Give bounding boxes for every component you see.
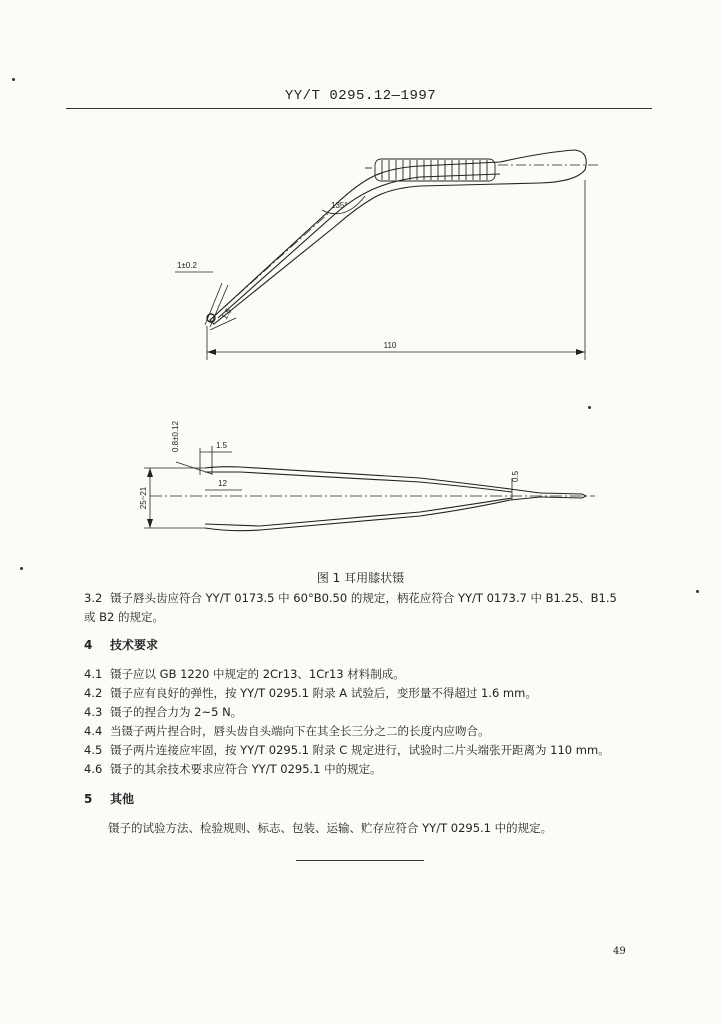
clause-number: 4.1: [84, 667, 103, 681]
clause-text: 镊子的其余技术要求应符合 YY/T 0295.1 中的规定。: [110, 762, 382, 776]
clause-number: 4.3: [84, 705, 103, 719]
clause-text: 镊子两片连接应牢固，按 YY/T 0295.1 附录 C 规定进行，试验时二片头端张开距离为 110 mm。: [110, 743, 610, 757]
grip-serration: [365, 159, 495, 181]
clause-text: 镊子的捏合力为 2~5 N。: [110, 705, 243, 719]
scan-speck: [696, 590, 699, 593]
scan-speck: [12, 78, 15, 81]
section-4-heading: [84, 636, 158, 653]
jaw-length-2-label: 12: [218, 479, 227, 488]
forceps-top-view: [139, 420, 595, 530]
clause-4-1: [84, 664, 405, 684]
clause-4-3: [84, 702, 242, 722]
overall-length-label: 110: [383, 341, 397, 350]
clause-number: 4.5: [84, 743, 103, 757]
width-label: 25~21: [139, 486, 148, 510]
clause-text: 当镊子两片捏合时，唇头齿自头端向下在其全长三分之二的长度内应吻合。: [110, 724, 490, 738]
angle-label: 135°: [331, 201, 348, 210]
page-number: 49: [613, 946, 626, 957]
section-title: 技术要求: [110, 638, 159, 652]
paragraph-3-2: [84, 588, 617, 608]
section-5-text: 镊子的试验方法、检验规则、标志、包装、运输、贮存应符合 YY/T 0295.1 中的规定。: [108, 821, 553, 835]
end-rule: [296, 860, 424, 861]
tip-length-label: 1.5: [219, 306, 234, 321]
jaw-length-label: 1.5: [216, 441, 228, 450]
clause-number: 4.6: [84, 762, 103, 776]
clause-text: 镊子唇头齿应符合 YY/T 0173.5 中 60°B0.50 的规定，柄花应符合 YY/T 0173.7 中 B1.25、B1.5: [110, 591, 617, 605]
section-5-heading: [84, 790, 134, 807]
clause-4-5: [84, 740, 610, 760]
section-title: 其他: [110, 792, 135, 806]
clause-4-6: [84, 759, 382, 779]
tip-tolerance-label: 1±0.2: [177, 261, 197, 270]
clause-4-4: [84, 721, 490, 741]
clause-text: 镊子应以 GB 1220 中规定的 2Cr13、1Cr13 材料制成。: [110, 667, 405, 681]
paragraph-3-2-cont: 或 B2 的规定。: [84, 610, 165, 624]
figure-caption: 图 1 耳用膝状镊: [316, 571, 405, 585]
clause-number: 3.2: [84, 591, 103, 605]
scan-speck: [20, 567, 23, 570]
thickness-label: 0.8±0.12: [171, 420, 180, 452]
section-number: 5: [84, 792, 93, 806]
forceps-side-view: [175, 150, 598, 360]
end-thickness-label: 0.5: [511, 470, 520, 482]
clause-text: 镊子应有良好的弹性，按 YY/T 0295.1 附录 A 试验后，变形量不得超过 1.6 mm。: [110, 686, 537, 700]
section-number: 4: [84, 638, 93, 652]
clause-number: 4.2: [84, 686, 103, 700]
scan-speck: [588, 406, 591, 409]
clause-number: 4.4: [84, 724, 103, 738]
clause-4-2: [84, 683, 537, 703]
standard-header: YY/T 0295.12—1997: [284, 88, 437, 104]
